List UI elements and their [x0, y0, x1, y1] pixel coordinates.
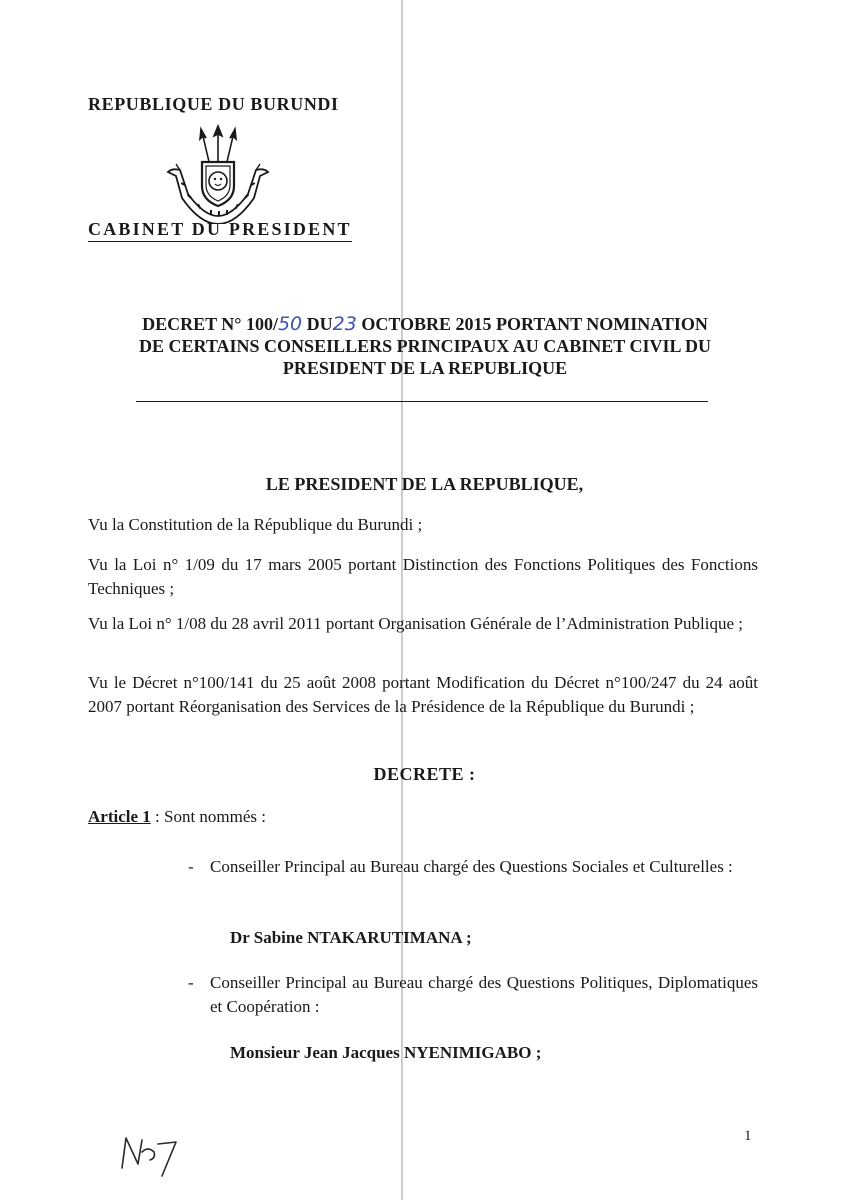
- coat-of-arms-icon: [158, 124, 278, 224]
- appointment-position: Conseiller Principal au Bureau chargé des Questions Sociales et Culturelles :: [210, 857, 733, 876]
- appointment-item: [188, 971, 758, 1019]
- header-country: REPUBLIQUE DU BURUNDI: [88, 94, 339, 114]
- page-number: 1: [744, 1128, 752, 1144]
- recital-loi-1-09: Vu la Loi n° 1/09 du 17 mars 2005 portant Distinction des Fonctions Politiques des Fonctions Techniques ;: [88, 555, 758, 598]
- title-underline: [136, 401, 708, 402]
- decree-title-line1: [80, 313, 770, 335]
- recital-decret-100-141: Vu le Décret n°100/141 du 25 août 2008 portant Modification du Décret n°100/247 du 24 août 2007 portant Réorganisation des Services de la Présidence de la République du Burundi ;: [88, 673, 758, 716]
- handwritten-decree-number: 50: [277, 313, 303, 335]
- appointment-dash: -: [188, 857, 194, 876]
- decree-title-line2: DE CERTAINS CONSEILLERS PRINCIPAUX AU CABINET CIVIL DU: [139, 336, 711, 356]
- appointee-name: Dr Sabine NTAKARUTIMANA ;: [230, 928, 472, 947]
- decree-title: [80, 313, 770, 379]
- decree-title-rest: OCTOBRE 2015 PORTANT NOMINATION: [361, 314, 708, 334]
- article-1-label: Article 1: [88, 807, 151, 826]
- decree-number-prefix: DECRET N° 100/: [142, 314, 278, 334]
- article-1-text: : Sont nommés :: [150, 807, 267, 826]
- recital-loi-1-08: Vu la Loi n° 1/08 du 28 avril 2011 portant Organisation Générale de l’Administration Publique ;: [88, 614, 743, 633]
- decree-title-line3: PRESIDENT DE LA REPUBLIQUE: [282, 358, 568, 378]
- president-heading: LE PRESIDENT DE LA REPUBLIQUE,: [265, 474, 584, 494]
- header-cabinet: CABINET DU PRESIDENT: [88, 219, 352, 242]
- recital-constitution: Vu la Constitution de la République du Burundi ;: [88, 515, 423, 534]
- appointee-name: Monsieur Jean Jacques NYENIMIGABO ;: [230, 1043, 542, 1062]
- article-1: [88, 807, 266, 827]
- appointment-dash: -: [188, 973, 194, 992]
- decree-du: DU: [306, 314, 333, 334]
- appointment-position: Conseiller Principal au Bureau chargé des Questions Politiques, Diplomatiques et Coopération :: [210, 973, 758, 1016]
- decrete-heading: DECRETE :: [373, 764, 476, 784]
- appointment-item: [188, 855, 758, 879]
- handwritten-initials-icon: [118, 1130, 188, 1180]
- handwritten-decree-day: 23: [332, 313, 357, 335]
